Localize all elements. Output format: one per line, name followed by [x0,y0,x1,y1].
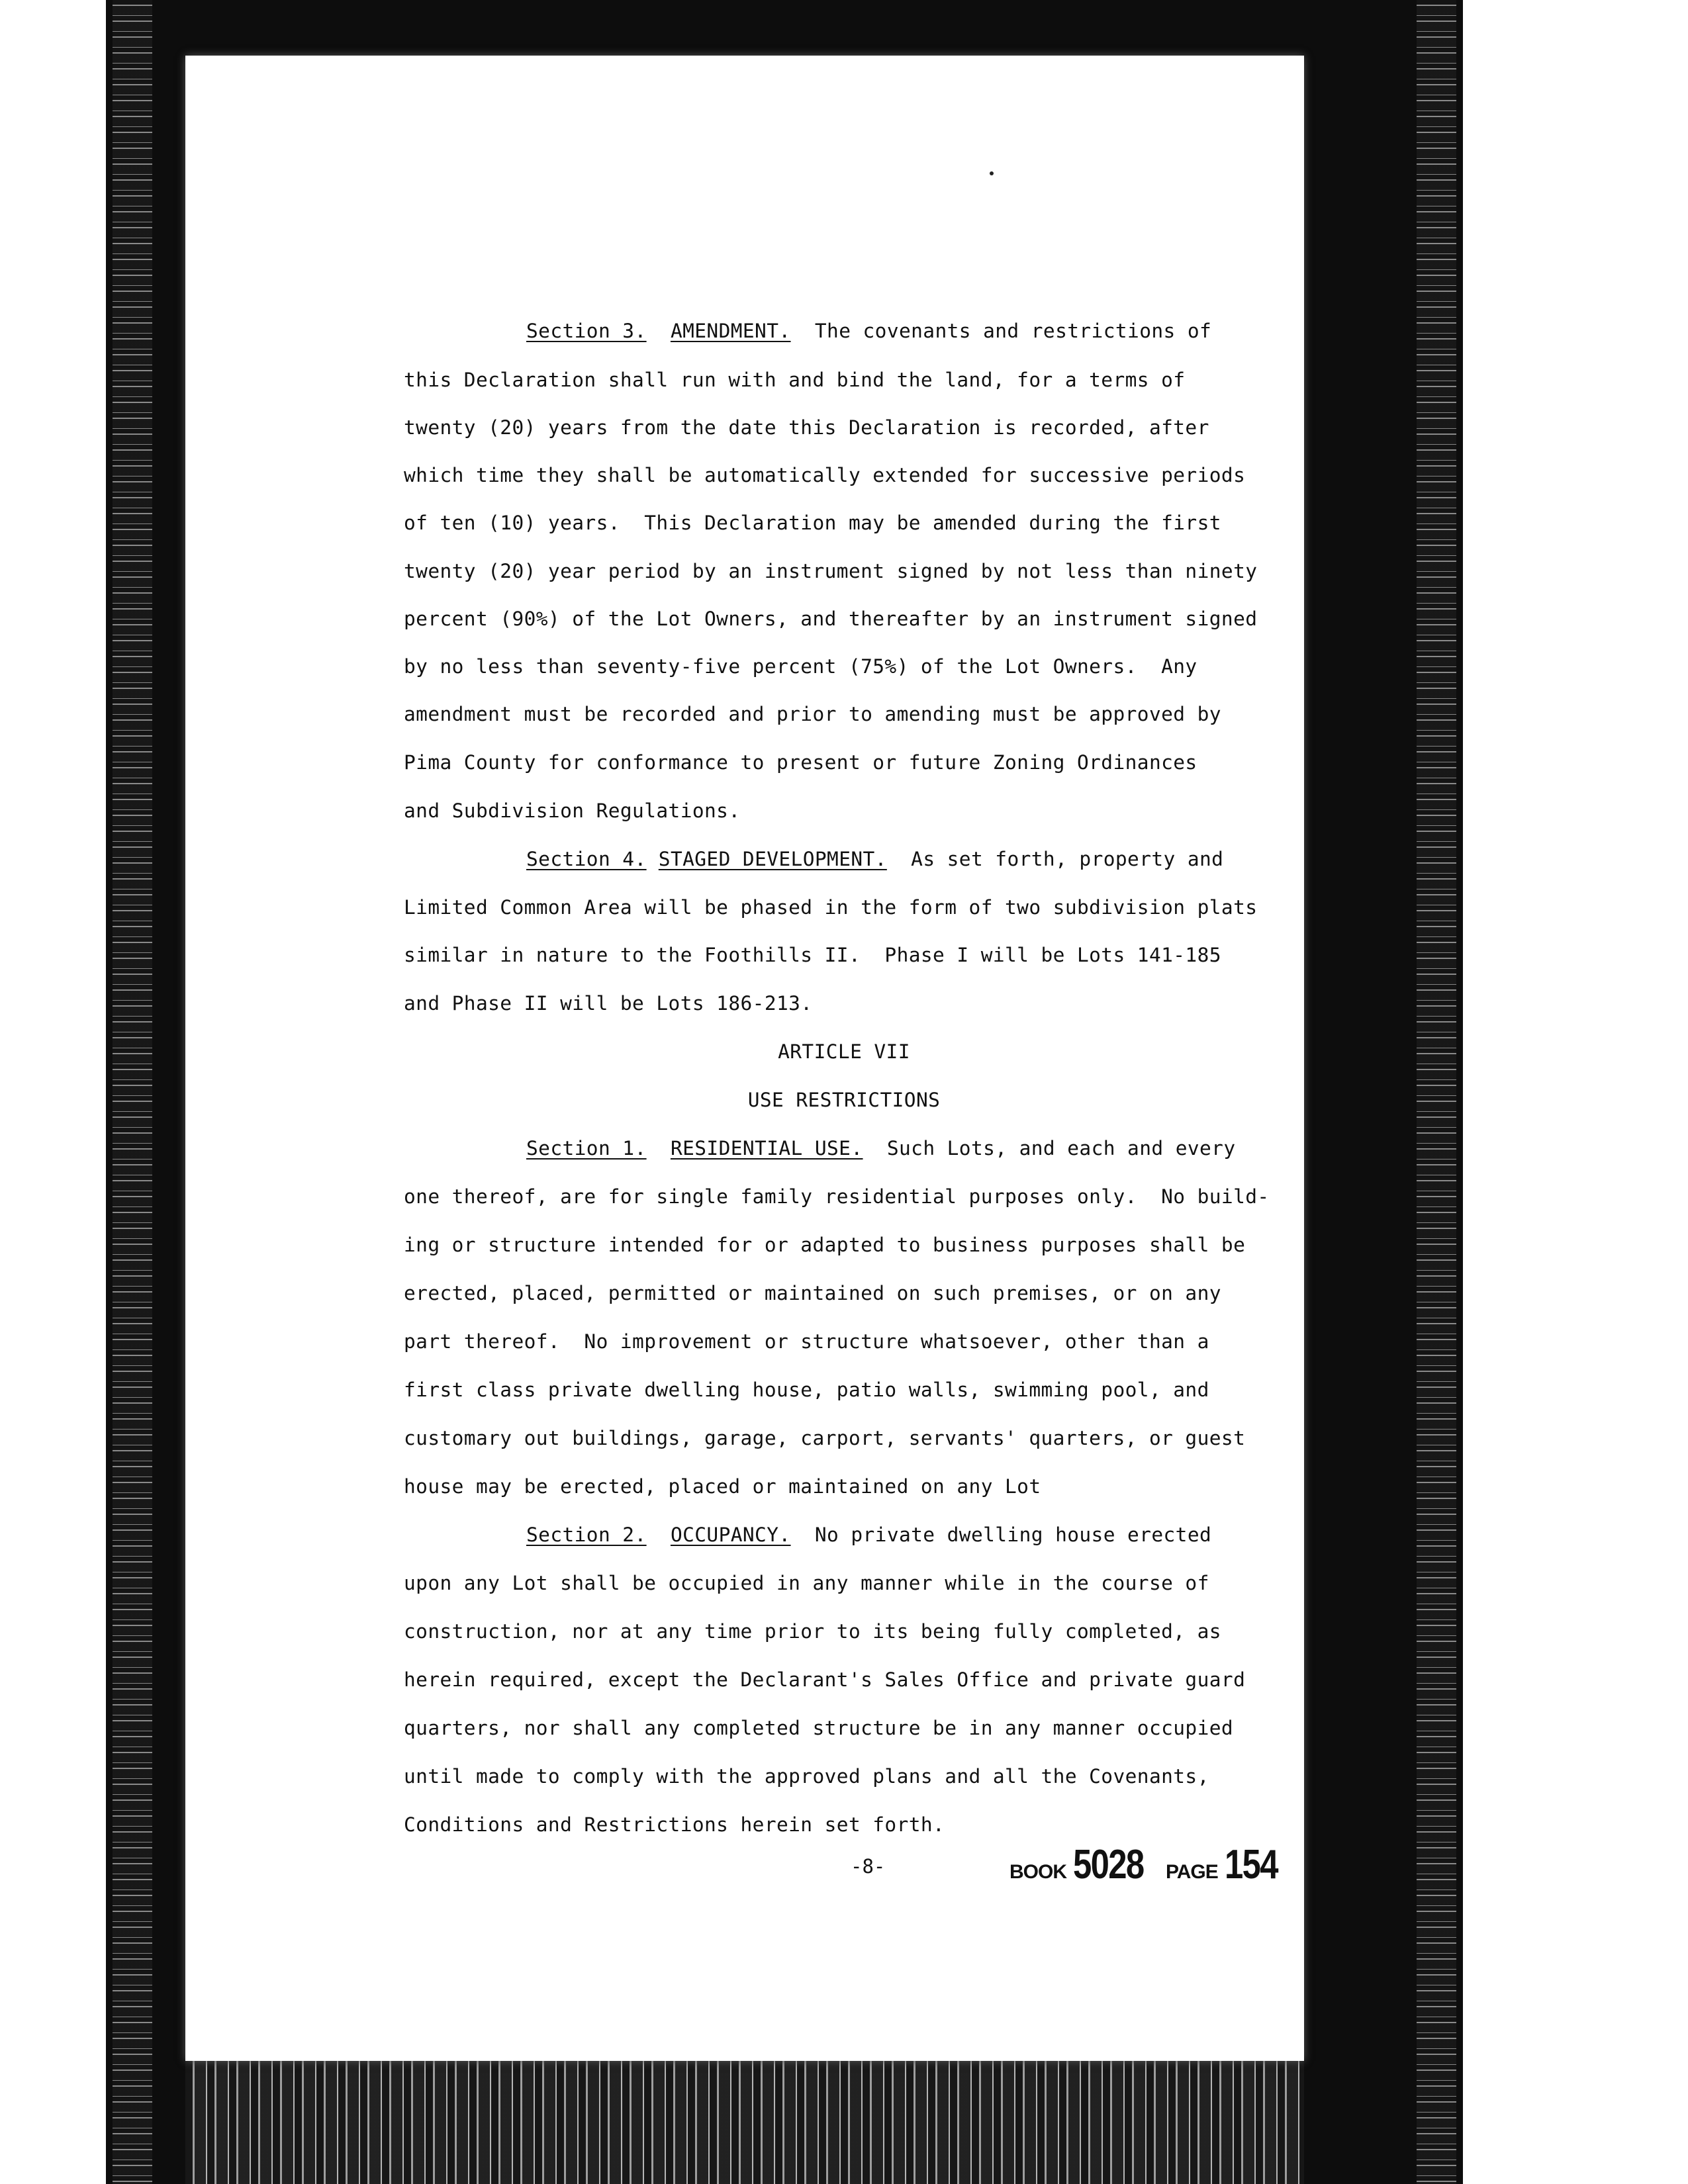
body-line: similar in nature to the Foothills II. Phase I will be Lots 141-185 [404,944,1221,966]
body-line: Conditions and Restrictions herein set forth. [404,1813,945,1836]
body-line: which time they shall be automatically extended for successive periods [404,464,1246,486]
body-line: twenty (20) year period by an instrument signed by not less than ninety [404,560,1258,582]
page-number: -8- [851,1855,886,1878]
body-line: construction, nor at any time prior to its being fully completed, as [404,1620,1221,1643]
body-line: of ten (10) years. This Declaration may be amended during the first [404,512,1221,534]
body-line: and Subdivision Regulations. [404,799,741,822]
body-line: quarters, nor shall any completed structure be in any manner occupied [404,1717,1234,1739]
book-label: BOOK [1009,1861,1066,1883]
stamp-page-number: 154 [1224,1842,1278,1888]
section-3-heading-line: Section 3. AMENDMENT. The covenants and restrictions of [526,320,1212,342]
body-line: and Phase II will be Lots 186-213. [404,992,813,1015]
body-line: by no less than seventy-five percent (75%) of the Lot Owners. Any [404,655,1197,678]
body-line: customary out buildings, garage, carport, servants' quarters, or guest [404,1427,1246,1449]
body-line: herein required, except the Declarant's Sales Office and private guard [404,1668,1246,1691]
body-line: amendment must be recorded and prior to amending must be approved by [404,703,1221,725]
body-line: percent (90%) of the Lot Owners, and thereafter by an instrument signed [404,608,1258,630]
section-title: STAGED DEVELOPMENT. [658,848,887,870]
section-number: Section 2. [526,1524,647,1546]
body-line: one thereof, are for single family residential purposes only. No build- [404,1185,1270,1208]
book-page-stamp [1009,1841,1289,1888]
section-4-heading-line: Section 4. STAGED DEVELOPMENT. As set forth, property and [526,848,1224,870]
article-title: USE RESTRICTIONS [747,1089,941,1111]
article-number: ARTICLE VII [778,1040,910,1063]
section-2-heading-line: Section 2. OCCUPANCY. No private dwelling house erected [526,1524,1212,1546]
section-number: Section 1. [526,1137,647,1160]
section-title: RESIDENTIAL USE. [670,1137,863,1160]
body-line: twenty (20) years from the date this Declaration is recorded, after [404,416,1209,439]
section-number: Section 3. [526,320,647,342]
body-line: part thereof. No improvement or structure whatsoever, other than a [404,1330,1209,1353]
body-line: upon any Lot shall be occupied in any manner while in the course of [404,1572,1209,1594]
section-number: Section 4. [526,848,647,870]
body-line: ing or structure intended for or adapted to business purposes shall be [404,1234,1246,1256]
body-line: until made to comply with the approved plans and all the Covenants, [404,1765,1209,1788]
body-line: erected, placed, permitted or maintained on such premises, or on any [404,1282,1221,1304]
scan-noise [185,2061,1304,2184]
section-title: OCCUPANCY. [670,1524,791,1546]
body-line: Limited Common Area will be phased in the form of two subdivision plats [404,896,1258,919]
body-line: this Declaration shall run with and bind the land, for a terms of [404,369,1186,391]
section-title: AMENDMENT. [670,320,791,342]
body-line: first class private dwelling house, patio walls, swimming pool, and [404,1379,1209,1401]
scan-speck [990,171,994,175]
body-line: Pima County for conformance to present or future Zoning Ordinances [404,751,1197,774]
body-line: house may be erected, placed or maintained on any Lot [404,1475,1041,1498]
page-label: PAGE [1165,1861,1218,1883]
book-number: 5028 [1073,1842,1144,1888]
section-1-heading-line: Section 1. RESIDENTIAL USE. Such Lots, and each and every [526,1137,1236,1160]
